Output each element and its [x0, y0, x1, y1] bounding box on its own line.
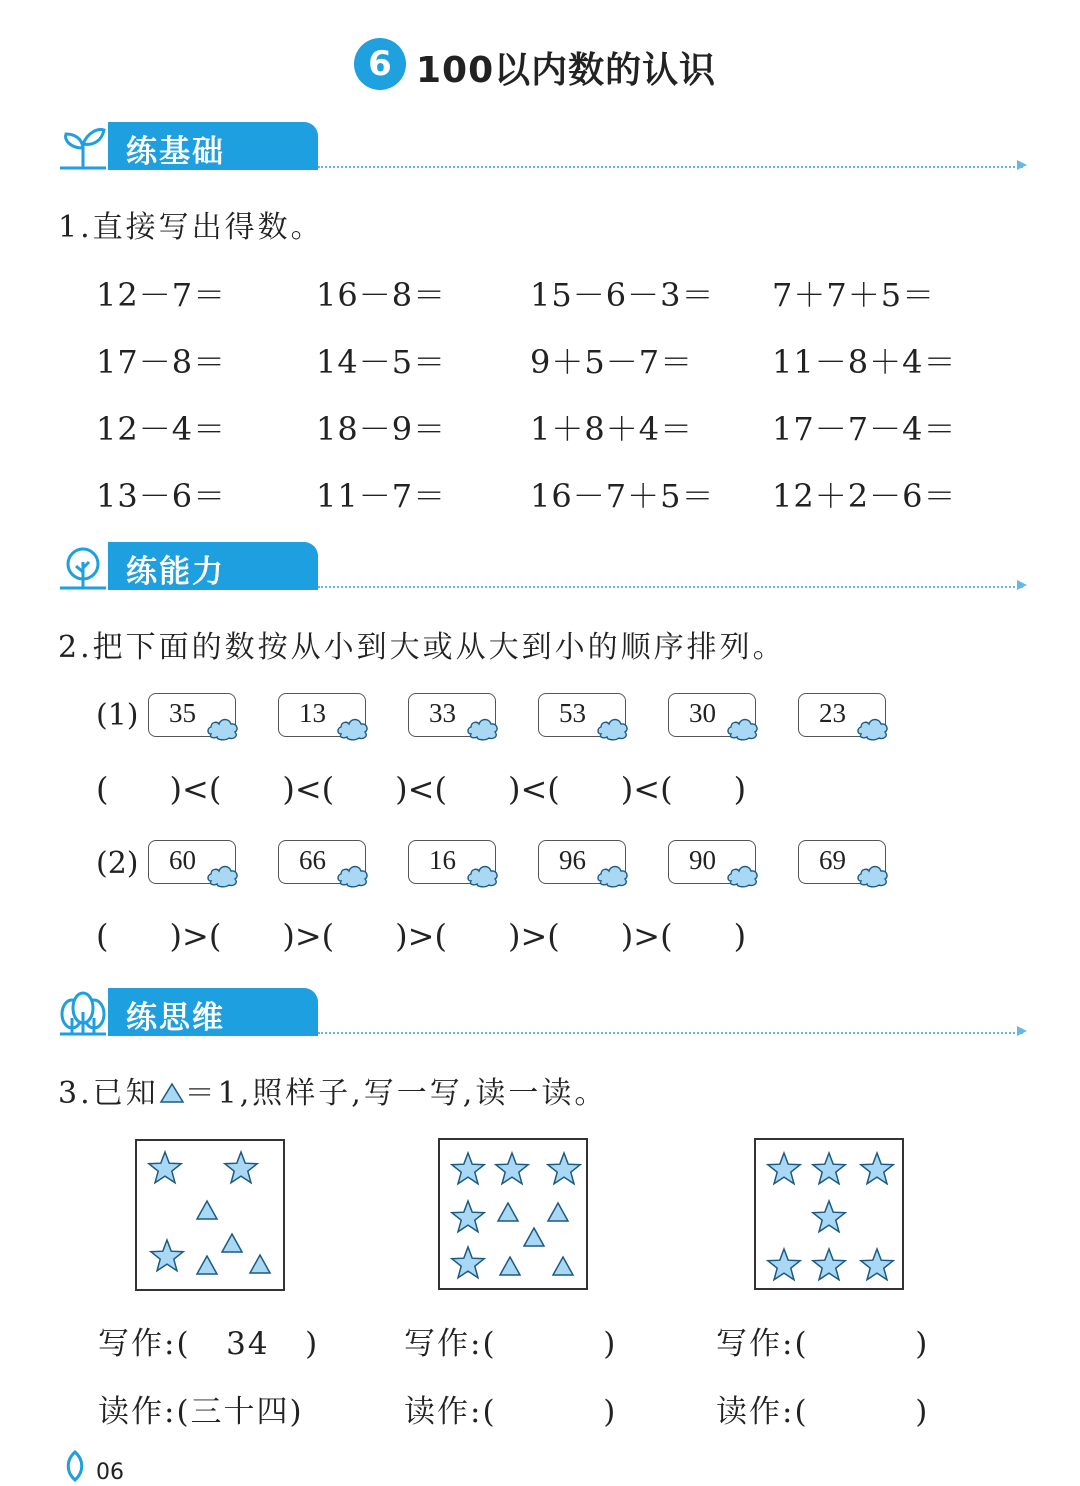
page-title: 100以内数的认识: [416, 50, 717, 91]
cloud-star-icon: [595, 712, 633, 742]
number-card-value: 69: [819, 845, 846, 875]
star-shape: [861, 1249, 893, 1280]
triangle-shape: [498, 1203, 518, 1221]
question-3-title-suffix: ＝1,照样子,写一写,读一读。: [184, 1076, 608, 1111]
triangle-shape: [197, 1201, 217, 1219]
number-card: [668, 840, 756, 884]
equation: 13－6＝: [96, 477, 227, 515]
number-card: [278, 693, 366, 737]
question-2-title: 2.把下面的数按从小到大或从大到小的顺序排列。: [58, 630, 786, 665]
equation: 1＋8＋4＝: [530, 410, 694, 448]
cloud-star-icon: [205, 712, 243, 742]
number-card-value: 23: [819, 698, 846, 728]
divider-arrow: [1017, 1026, 1027, 1036]
cloud-star-icon: [725, 712, 763, 742]
star-shape: [768, 1249, 800, 1280]
number-card: [538, 840, 626, 884]
box-3-read: 读作:( ): [716, 1394, 930, 1430]
star-shape: [768, 1153, 800, 1184]
section-basic-label: 练基础: [126, 134, 225, 170]
cloud-star-icon: [855, 712, 893, 742]
cloud-star-icon: [335, 712, 373, 742]
star-shape: [149, 1152, 181, 1183]
page-number: 06: [96, 1460, 124, 1485]
trees-icon: [58, 990, 108, 1036]
number-card-value: 13: [299, 698, 326, 728]
number-card-value: 35: [169, 698, 196, 728]
section-basic-tab: [108, 122, 318, 170]
star-shape: [548, 1153, 580, 1184]
section-thinking-label: 练思维: [126, 1000, 225, 1036]
leaf-icon: [62, 1450, 88, 1482]
number-card: [148, 840, 236, 884]
equation: 16－8＝: [316, 276, 447, 314]
equation: 7＋7＋5＝: [772, 276, 936, 314]
shape-box-2-figure: [440, 1140, 586, 1288]
equation: 9＋5－7＝: [530, 343, 694, 381]
cloud-star-icon: [855, 859, 893, 889]
star-shape: [452, 1201, 484, 1232]
question-3-title: [58, 1068, 607, 1112]
cloud-star-icon: [465, 712, 503, 742]
section-ability-header: [58, 542, 1023, 594]
section-thinking-tab: [108, 988, 318, 1036]
number-card: [668, 693, 756, 737]
box-1-write: 写作:( 34 ): [98, 1326, 320, 1362]
question-3-title-prefix: 3.已知: [58, 1076, 159, 1111]
number-card: [408, 840, 496, 884]
cloud-star-icon: [335, 859, 373, 889]
divider: [318, 166, 1023, 168]
cloud-star-icon: [465, 859, 503, 889]
shape-box-3: [754, 1138, 904, 1290]
triangle-shape: [548, 1203, 568, 1221]
equation: 16－7＋5＝: [530, 477, 715, 515]
star-shape: [225, 1152, 257, 1183]
number-card: [798, 840, 886, 884]
star-shape: [813, 1249, 845, 1280]
divider: [318, 586, 1023, 588]
number-card-value: 16: [429, 845, 456, 875]
triangle-shape: [553, 1257, 573, 1275]
number-card: [148, 693, 236, 737]
shape-box-1: [135, 1139, 285, 1291]
triangle-shape: [250, 1255, 270, 1273]
number-card: [538, 693, 626, 737]
triangle-icon: [159, 1081, 185, 1105]
divider: [318, 1032, 1023, 1034]
triangle-shape: [500, 1257, 520, 1275]
box-2-write: 写作:( ): [404, 1326, 618, 1362]
star-shape: [151, 1240, 183, 1271]
question-1-title: 1.直接写出得数。: [58, 210, 324, 245]
equation: 12－4＝: [96, 410, 227, 448]
triangle-shape: [524, 1228, 544, 1246]
number-card-value: 30: [689, 698, 716, 728]
equation: 11－8＋4＝: [772, 343, 957, 381]
equation: 14－5＝: [316, 343, 447, 381]
number-card: [278, 840, 366, 884]
box-1-read: 读作:(三十四): [98, 1394, 304, 1430]
section-thinking-header: [58, 988, 1023, 1040]
part-1-label: (1): [96, 698, 139, 733]
cloud-star-icon: [725, 859, 763, 889]
section-ability-label: 练能力: [126, 554, 225, 590]
box-2-read: 读作:( ): [404, 1394, 618, 1430]
equation: 12＋2－6＝: [772, 477, 957, 515]
equation: 17－8＝: [96, 343, 227, 381]
shape-box-1-figure: [137, 1141, 283, 1289]
part-2-ordering-blanks: ( )>( )>( )>( )>( )>( ): [96, 917, 747, 955]
number-card-value: 53: [559, 698, 586, 728]
sprout-icon: [58, 124, 108, 170]
equation: 18－9＝: [316, 410, 447, 448]
tree-icon: [58, 544, 108, 590]
number-card-value: 66: [299, 845, 326, 875]
equation: 17－7－4＝: [772, 410, 957, 448]
section-ability-tab: [108, 542, 318, 590]
equation: 12－7＝: [96, 276, 227, 314]
star-shape: [452, 1153, 484, 1184]
number-card-value: 60: [169, 845, 196, 875]
triangle-shape: [197, 1256, 217, 1274]
number-card-value: 90: [689, 845, 716, 875]
cloud-star-icon: [595, 859, 633, 889]
divider-arrow: [1017, 580, 1027, 590]
section-basic-header: [58, 122, 1023, 174]
star-shape: [452, 1247, 484, 1278]
lesson-number-badge: 6: [354, 38, 406, 90]
star-shape: [861, 1153, 893, 1184]
divider-arrow: [1017, 160, 1027, 170]
number-card: [408, 693, 496, 737]
box-3-write: 写作:( ): [716, 1326, 930, 1362]
star-shape: [813, 1153, 845, 1184]
number-card-value: 96: [559, 845, 586, 875]
shape-box-3-figure: [756, 1140, 902, 1288]
part-2-label: (2): [96, 846, 139, 881]
equation: 11－7＝: [316, 477, 447, 515]
number-card: [798, 693, 886, 737]
part-1-ordering-blanks: ( )<( )<( )<( )<( )<( ): [96, 770, 747, 808]
number-card-value: 33: [429, 698, 456, 728]
star-shape: [496, 1153, 528, 1184]
triangle-shape: [222, 1234, 242, 1252]
star-shape: [813, 1201, 845, 1232]
cloud-star-icon: [205, 859, 243, 889]
equation: 15－6－3＝: [530, 276, 715, 314]
shape-box-2: [438, 1138, 588, 1290]
